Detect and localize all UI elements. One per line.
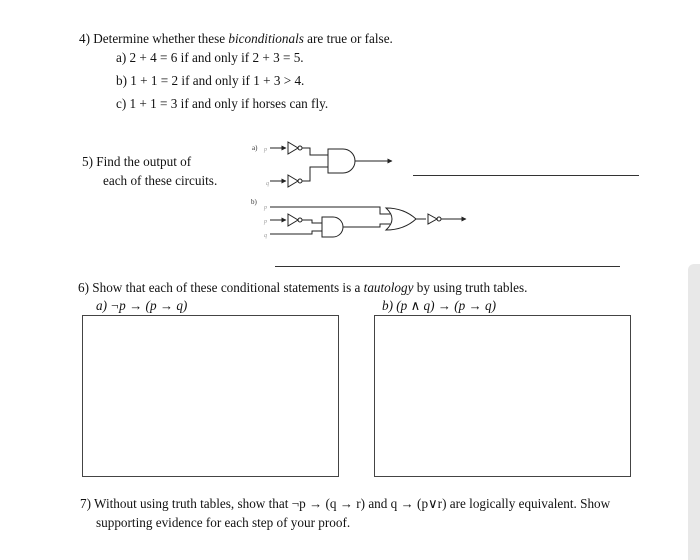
circuit-b-label: b) (251, 198, 257, 206)
truth-table-box-b[interactable] (374, 315, 631, 477)
q4-heading: 4) Determine whether these biconditionals are true or false. (79, 31, 393, 46)
q5-heading-line1: 5) Find the output of (82, 154, 192, 169)
q4-part-b: b) 1 + 1 = 2 if and only if 1 + 3 > 4. (116, 73, 305, 88)
circuit-a-input-q: q (266, 181, 269, 187)
circuit-a-input-p: p (264, 147, 267, 153)
q4-part-c: c) 1 + 1 = 3 if and only if horses can fly. (116, 96, 329, 111)
answer-line-circuit-a[interactable] (413, 175, 639, 176)
not-gate-icon (288, 142, 298, 154)
not-gate-icon (428, 214, 437, 224)
q6-part-a-label: a) ¬p → (p → q) (96, 298, 188, 313)
not-gate-icon (288, 175, 298, 187)
circuit-a-label: a) (252, 144, 258, 152)
or-gate-icon (386, 208, 416, 230)
q4-part-a: a) 2 + 4 = 6 if and only if 2 + 3 = 5. (116, 50, 304, 65)
answer-line-circuit-b[interactable] (275, 266, 620, 267)
and-gate-icon (328, 149, 355, 173)
circuit-b-input-p: p (264, 205, 267, 211)
scrollbar[interactable] (688, 264, 700, 560)
q5-heading-line2: each of these circuits. (103, 173, 218, 188)
q6-part-b-label: b) (p ∧ q) → (p → q) (382, 298, 497, 313)
q7-line2: supporting evidence for each step of your proof. (96, 515, 351, 530)
q7-line1: 7) Without using truth tables, show that ¬p → (q → r) and q → (p∨r) are logically equivalent. Show (80, 496, 611, 511)
truth-table-box-a[interactable] (82, 315, 339, 477)
q6-heading: 6) Show that each of these conditional statements is a tautology by using truth tables. (78, 280, 528, 295)
logic-circuits-diagram (240, 138, 480, 248)
and-gate-icon (322, 217, 343, 237)
not-gate-icon (288, 214, 298, 226)
circuit-b-input-p2: p (264, 219, 267, 225)
circuit-b-input-q: q (264, 233, 267, 239)
